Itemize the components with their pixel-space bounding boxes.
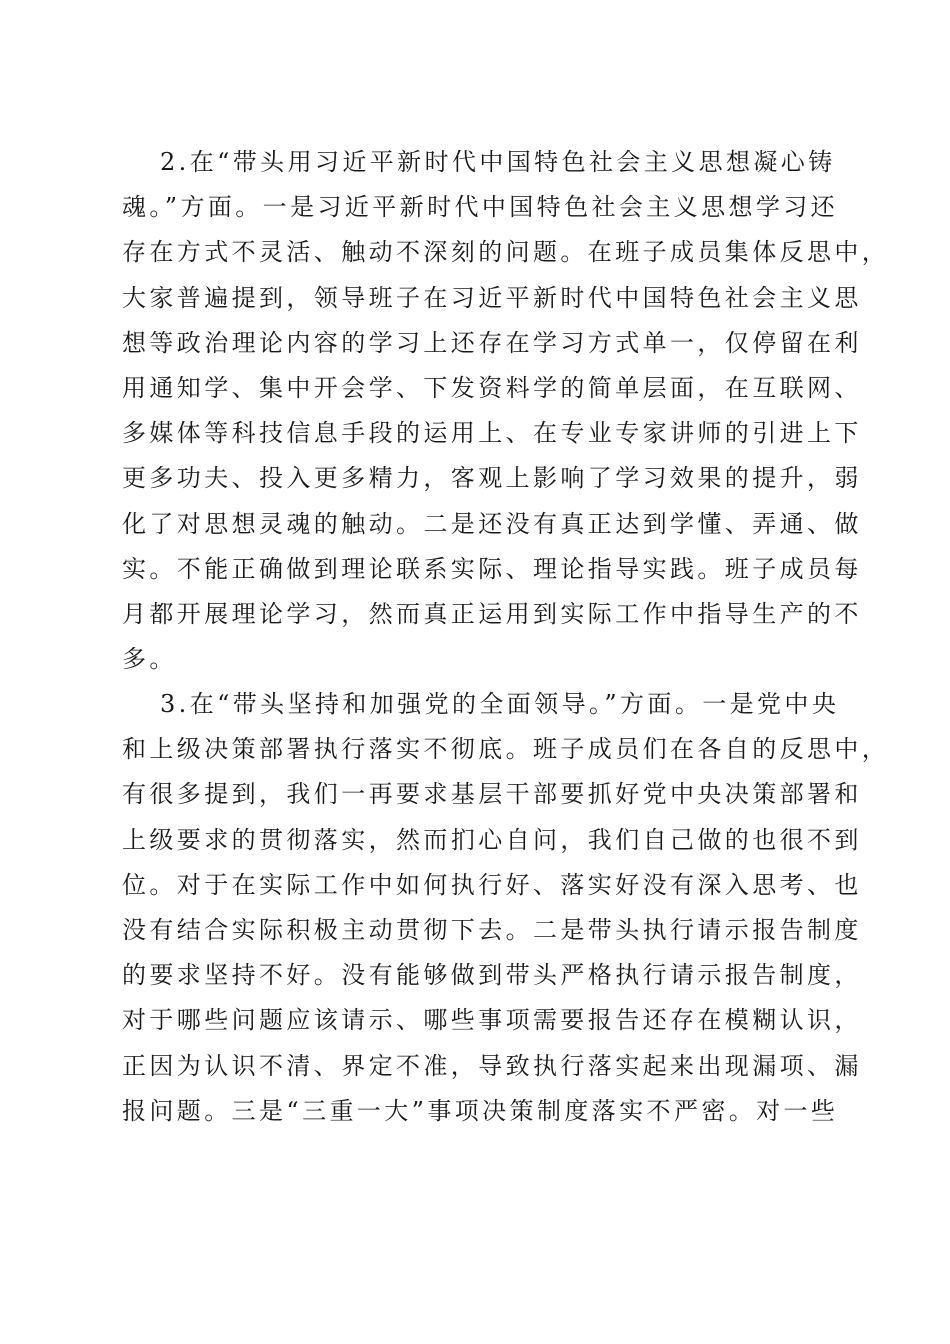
text-line: 月都开展理论学习，然而真正运用到实际工作中指导生产的不 <box>122 599 862 628</box>
text-line: 对于哪些问题应该请示、哪些事项需要报告还存在模糊认识， <box>122 1006 862 1035</box>
text-line: 更多功夫、投入更多精力，客观上影响了学习效果的提升，弱 <box>122 464 862 493</box>
text-line: 用通知学、集中开会学、下发资料学的简单层面，在互联网、 <box>122 373 862 402</box>
text-line: 报问题。三是“三重一大”事项决策制度落实不严密。对一些 <box>122 1096 839 1125</box>
text-line: 实。不能正确做到理论联系实际、理论指导实践。班子成员每 <box>122 554 862 583</box>
text-line: 多。 <box>122 645 177 674</box>
paragraph-2 <box>122 140 890 682</box>
text-line: 大家普遍提到，领导班子在习近平新时代中国特色社会主义思 <box>122 283 862 312</box>
text-line: 位。对于在实际工作中如何执行好、落实好没有深入思考、也 <box>122 870 862 899</box>
text-line: 和上级决策部署执行落实不彻底。班子成员们在各自的反思中， <box>122 735 890 764</box>
text-line: 2.在“带头用习近平新时代中国特色社会主义思想凝心铸 <box>160 148 836 176</box>
text-line: 想等政治理论内容的学习上还存在学习方式单一，仅停留在利 <box>122 328 862 357</box>
text-line: 正因为认识不清、界定不准，导致执行落实起来出现漏项、漏 <box>122 1051 862 1080</box>
paragraph-3 <box>122 682 890 1134</box>
text-line: 的要求坚持不好。没有能够做到带头严格执行请示报告制度， <box>122 961 862 990</box>
text-line: 魂。”方面。一是习近平新时代中国特色社会主义思想学习还 <box>122 193 839 222</box>
text-line: 上级要求的贯彻落实，然而扪心自问，我们自己做的也很不到 <box>122 825 862 854</box>
text-line: 3.在“带头坚持和加强党的全面领导。”方面。一是党中央 <box>160 690 840 718</box>
text-line: 化了对思想灵魂的触动。二是还没有真正达到学懂、弄通、做 <box>122 509 862 538</box>
text-line: 有很多提到，我们一再要求基层干部要抓好党中央决策部署和 <box>122 780 862 809</box>
text-line: 存在方式不灵活、触动不深刻的问题。在班子成员集体反思中， <box>122 238 890 267</box>
text-line: 多媒体等科技信息手段的运用上、在专业专家讲师的引进上下 <box>122 419 862 448</box>
text-line: 没有结合实际积极主动贯彻下去。二是带头执行请示报告制度 <box>122 915 862 944</box>
